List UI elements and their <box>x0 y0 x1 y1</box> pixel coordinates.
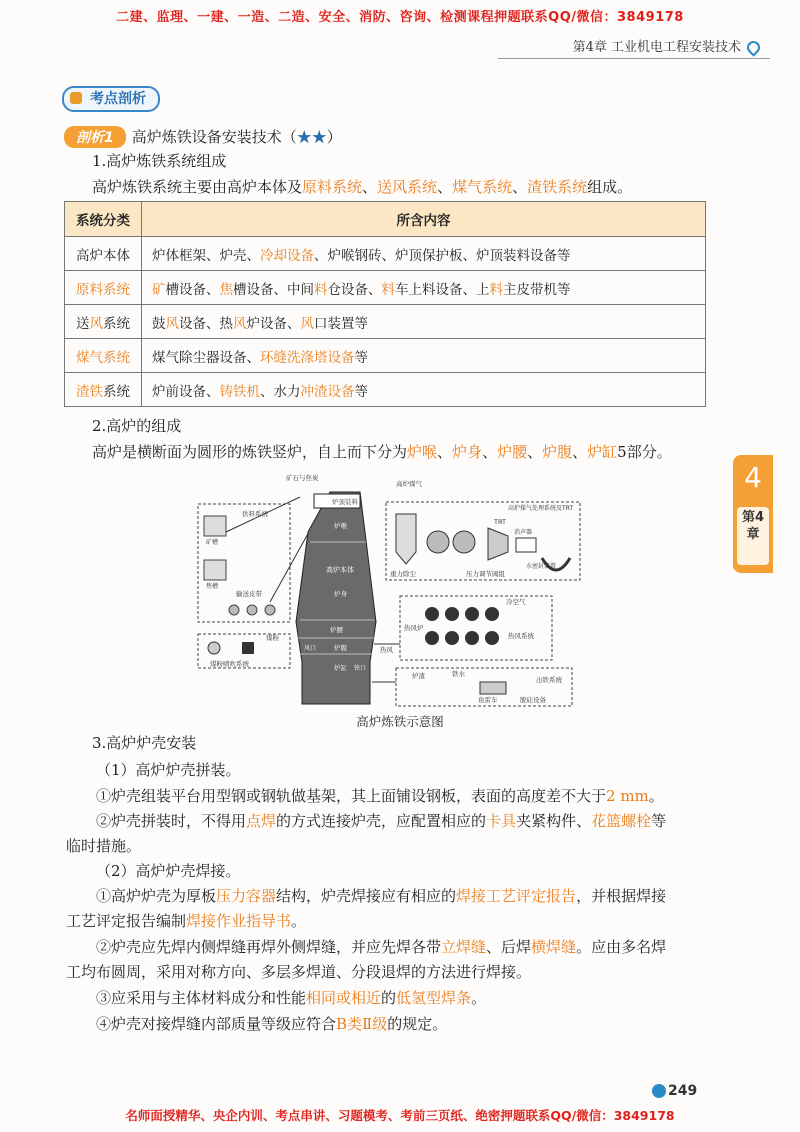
diagram-label: 水密封装置 <box>526 563 557 570</box>
table-cell-category: 煤气系统 <box>65 339 142 373</box>
section-pill: 剖析1 <box>64 126 126 148</box>
diagram-label: 出铁系统 <box>536 676 562 684</box>
p3-item4: ②炉壳应先焊内侧焊缝再焊外侧焊缝，并应先焊各带立焊缝、后焊横焊缝。应由多名焊 <box>96 938 667 956</box>
section-title <box>64 126 342 148</box>
hot-stove-shape <box>465 607 479 621</box>
diagram-label: 输送皮带 <box>236 590 262 598</box>
coal-mill-shape <box>208 642 220 654</box>
diagram-label: 炉腰 <box>330 626 343 634</box>
p3-sub1: （1）高炉炉壳拼装。 <box>96 761 241 779</box>
conveyor-wheel <box>265 605 275 615</box>
top-banner: 二建、监理、一建、一造、二造、安全、消防、咨询、检测课程押题联系QQ/微信：3849178 <box>116 10 684 25</box>
p3-item2: ②炉壳拼装时，不得用点焊的方式连接炉壳，应配置相应的卡具夹紧构件、花篮螺栓等 <box>96 812 667 830</box>
diagram-label: 炉渣 <box>412 672 425 680</box>
diagram-label: 炉缸 <box>334 664 347 672</box>
dust-catcher-shape <box>396 514 416 564</box>
p2-heading: 2.高炉的组成 <box>92 417 182 435</box>
blast-furnace-diagram <box>190 472 584 710</box>
section-title-text: 高炉炼铁设备安装技术（ <box>131 128 297 146</box>
diagram-label: 矿石与焦炭 <box>286 474 319 482</box>
star-rating: ★★ <box>296 128 327 146</box>
p2-text: 高炉是横断面为圆形的炼铁竖炉，自上而下分为炉喉、炉身、炉腰、炉腹、炉缸5部分。 <box>92 443 672 461</box>
p3-heading: 3.高炉炉壳安装 <box>92 734 197 752</box>
page-number-text: 249 <box>668 1083 698 1099</box>
diagram-label: 炉身 <box>334 590 347 598</box>
diagram-label: 煤粉 <box>266 634 279 642</box>
p3-sub2: （2）高炉炉壳焊接。 <box>96 862 241 880</box>
ore-bin-shape <box>204 516 226 536</box>
kaodian-label <box>62 86 160 112</box>
p3-item1: ①炉壳组装平台用型钢或钢轨做基架，其上面铺设钢板，表面的高度差不大于2 mm。 <box>96 787 664 805</box>
diagram-label: 高炉煤气处理系统及TRT <box>508 505 574 512</box>
diagram-label: 冷空气 <box>506 598 526 606</box>
table-cell-content: 矿槽设备、焦槽设备、中间料仓设备、料车上料设备、上料主皮带机等 <box>142 271 706 305</box>
diagram-label: 重力除尘 <box>390 570 416 578</box>
section-title-close: ） <box>326 128 342 146</box>
hot-stove-shape <box>445 631 459 645</box>
table-row <box>65 237 706 271</box>
diagram-label: 铁口 <box>354 665 367 672</box>
diagram-label: 热风系统 <box>508 632 534 640</box>
bottom-banner: 名师面授精华、央企内训、考点串讲、习题模考、考前三页纸、绝密押题联系QQ/微信：3849178 <box>125 1108 675 1123</box>
figure-caption: 高炉炼铁示意图 <box>356 714 444 729</box>
table-header: 所含内容 <box>142 202 706 237</box>
hot-stove-shape <box>445 607 459 621</box>
table-cell-category: 送风系统 <box>65 305 142 339</box>
table-row <box>65 339 706 373</box>
torpedo-car-shape <box>480 682 506 694</box>
table-cell-category: 高炉本体 <box>65 237 142 271</box>
table-cell-content: 炉体框架、炉壳、冷却设备、炉喉钢砖、炉顶保护板、炉顶装料设备等 <box>142 237 706 271</box>
table-cell-content: 煤气除尘器设备、环缝洗涤塔设备等 <box>142 339 706 373</box>
diagram-label: 高炉煤气 <box>396 480 422 488</box>
header-divider <box>498 58 770 59</box>
scrubber-shape <box>453 531 475 553</box>
p3-item3-cont: 工艺评定报告编制焊接作业指导书。 <box>66 912 307 930</box>
table-row <box>65 373 706 407</box>
hot-stove-shape <box>485 631 499 645</box>
conveyor-wheel <box>247 605 257 615</box>
diagram-label: 高炉本体 <box>326 566 354 574</box>
coke-bin-shape <box>204 560 226 580</box>
diagram-label: 脱硅设备 <box>520 696 546 704</box>
hot-stove-shape <box>465 631 479 645</box>
diagram-label: TRT <box>494 518 506 526</box>
table-cell-content: 鼓风设备、热风炉设备、风口装置等 <box>142 305 706 339</box>
p3-item2-cont: 临时措施。 <box>66 837 142 855</box>
hot-stove-shape <box>485 607 499 621</box>
diagram-label: 煤粉喷吹系统 <box>210 660 249 668</box>
hot-stove-shape <box>425 631 439 645</box>
diagram-label: 风口 <box>304 645 317 652</box>
p1-text: 高炉炼铁系统主要由高炉本体及原料系统、送风系统、煤气系统、渣铁系统组成。 <box>92 178 633 196</box>
diagram-label: 消声器 <box>514 529 533 536</box>
table-cell-content: 炉前设备、铸铁机、水力冲渣设备等 <box>142 373 706 407</box>
table-header: 系统分类 <box>65 202 142 237</box>
chapter-side-tab <box>733 455 773 573</box>
p3-item3: ①高炉炉壳为厚板压力容器结构，炉壳焊接应有相应的焊接工艺评定报告，并根据焊接 <box>96 887 667 905</box>
scrubber-shape <box>427 531 449 553</box>
diagram-label: 压力调节阀组 <box>466 570 505 578</box>
location-pin-icon <box>744 38 762 56</box>
kaodian-text: 考点剖析 <box>90 91 146 107</box>
conveyor-wheel <box>229 605 239 615</box>
coal-valve-shape <box>242 642 254 654</box>
table-row <box>65 271 706 305</box>
diagram-label: 炉顶装料 <box>332 498 358 506</box>
diagram-label: 炉喉 <box>334 522 347 530</box>
p3-item6: ④炉壳对接焊缝内部质量等级应符合B类Ⅱ级的规定。 <box>96 1015 448 1033</box>
p3-item4-cont: 工均布圆周，采用对称方向、多层多焊道、分段退焊的方法进行焊接。 <box>66 963 532 981</box>
page-arrow-icon <box>652 1084 666 1098</box>
diagram-label: 炉腹 <box>334 644 347 652</box>
p3-item5: ③应采用与主体材料成分和性能相同或相近的低氢型焊条。 <box>96 989 487 1007</box>
p1-heading: 1.高炉炼铁系统组成 <box>92 152 227 170</box>
hot-stove-shape <box>425 607 439 621</box>
chapter-title: 第4章 工业机电工程安装技术 <box>572 40 741 55</box>
table-row <box>65 305 706 339</box>
diagram-label: 矿槽 <box>206 539 219 546</box>
diagram-label: 铁水 <box>452 670 465 678</box>
diagram-label: 热风炉 <box>404 624 424 632</box>
table-cell-category: 原料系统 <box>65 271 142 305</box>
chapter-header <box>500 36 760 55</box>
diagram-label: 焦槽 <box>206 583 219 590</box>
trt-turbine-shape <box>488 528 508 560</box>
diagram-label: 热风 <box>380 646 393 654</box>
diagram-label: 鱼雷车 <box>478 696 498 704</box>
silencer-shape <box>516 538 536 552</box>
table-cell-category: 渣铁系统 <box>65 373 142 407</box>
chapter-label: 第4章 <box>737 507 769 565</box>
table-header-row <box>65 202 706 237</box>
lock-icon <box>70 92 82 104</box>
diagram-label: 供料系统 <box>242 510 268 518</box>
system-table <box>64 201 706 407</box>
page-number <box>652 1083 697 1099</box>
chapter-number: 4 <box>744 461 762 494</box>
